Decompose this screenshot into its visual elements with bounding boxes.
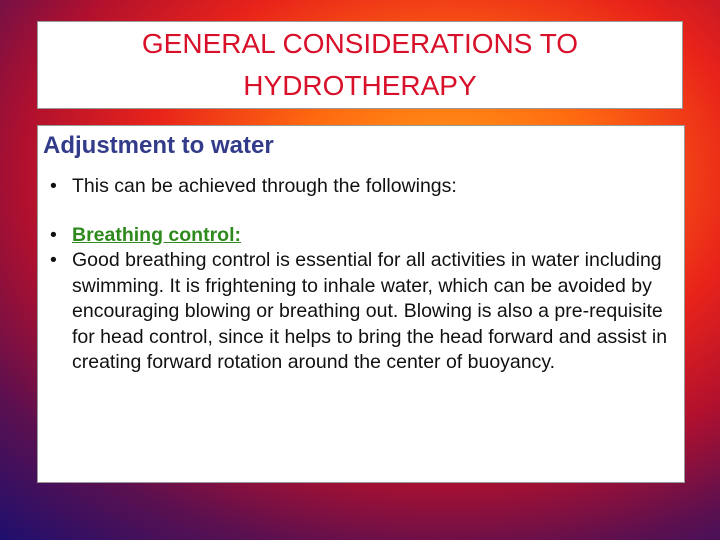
list-item [43, 174, 670, 200]
breathing-control-description: Good breathing control is essential for all activities in water including swimming. It is frightening to inhale water, which can be avoided by encouraging blowing or breathing out. Blowing is also a pre-requisite for head control, since it helps to bring the head forward and assist in creating forward rotation around the center of buoyancy. [72, 249, 668, 373]
bullet-marker: • [50, 175, 57, 197]
section-heading: Adjustment to water [43, 132, 274, 159]
slide-title-line1: GENERAL CONSIDERATIONS TO [141, 28, 579, 59]
content-box [37, 125, 685, 483]
slide-title [142, 23, 578, 107]
intro-bullet-text: This can be achieved through the followings: [72, 175, 457, 197]
slide-title-line2: HYDROTHERAPY [243, 70, 477, 101]
list-item [43, 223, 670, 249]
title-box [37, 21, 683, 109]
bullet-marker: • [50, 223, 57, 246]
breathing-control-label: Breathing control: [72, 223, 241, 246]
intro-list [43, 174, 670, 200]
bullet-marker: • [50, 249, 57, 271]
detail-list [43, 223, 670, 376]
list-item [43, 248, 670, 376]
